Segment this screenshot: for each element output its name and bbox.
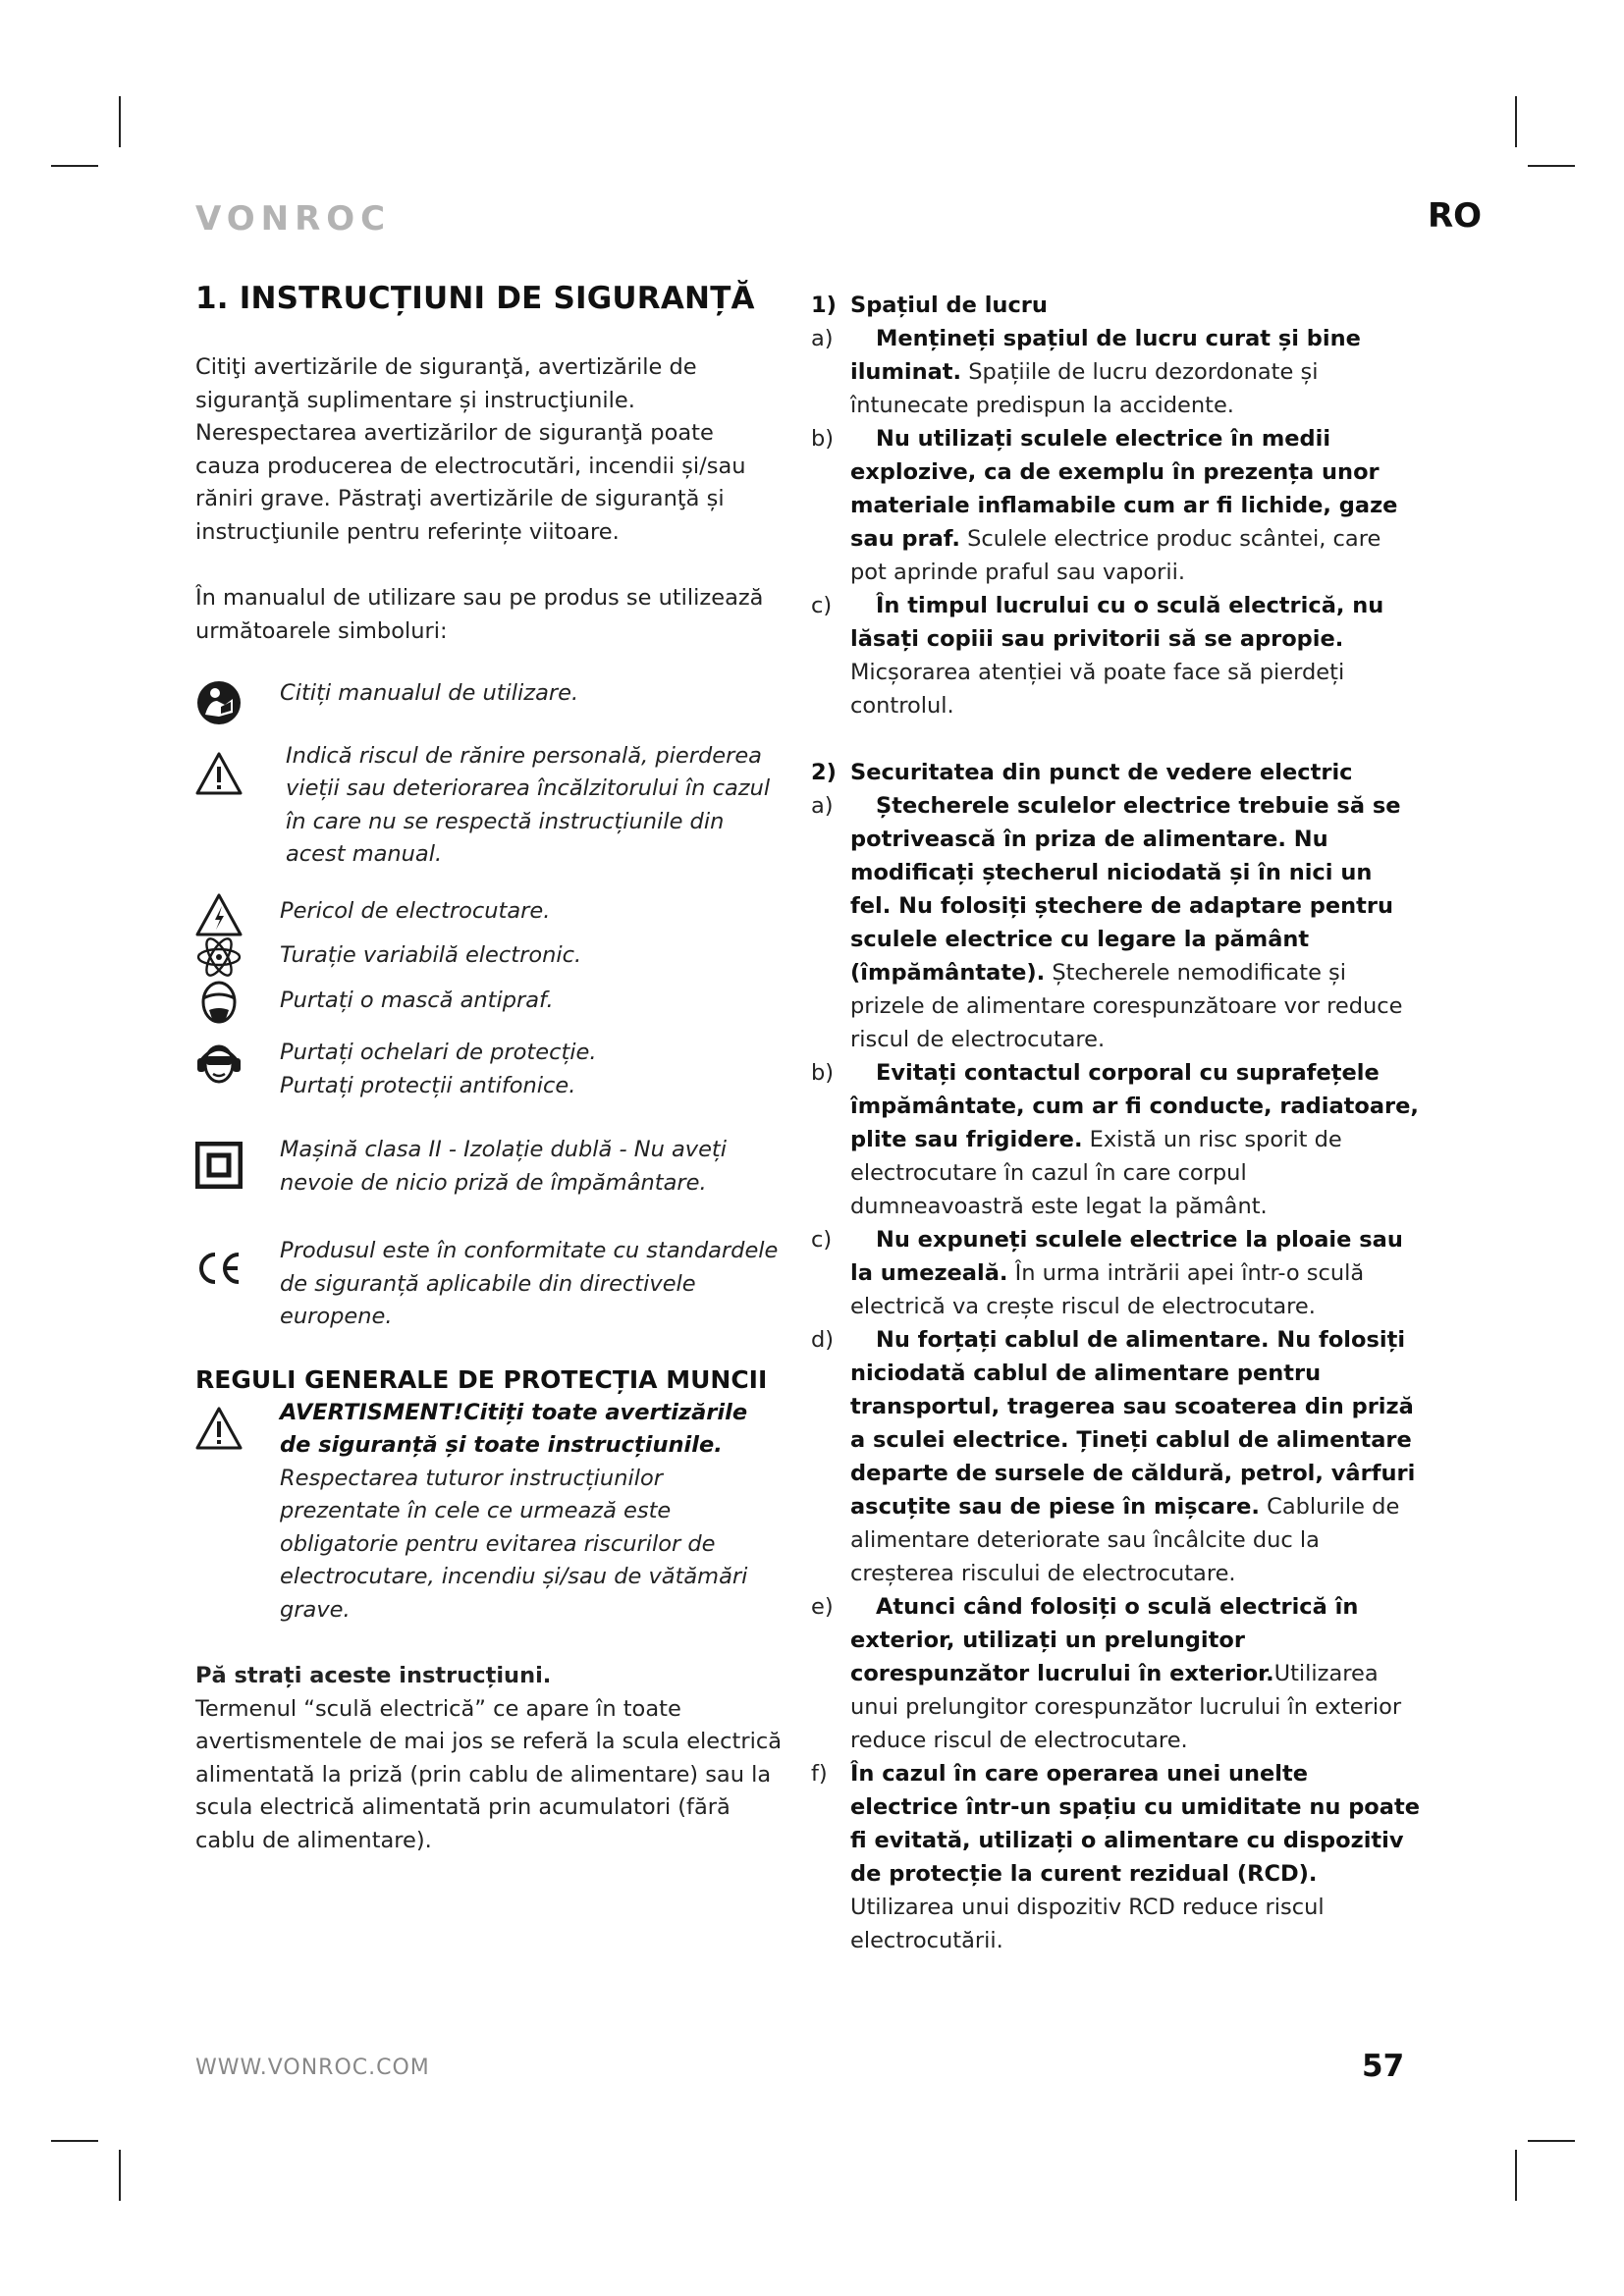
crop-mark — [1515, 96, 1517, 147]
item-marker: b) — [811, 1060, 835, 1086]
item-marker: d) — [811, 1327, 835, 1353]
symbol-text: Citiți manualul de utilizare. — [280, 680, 579, 706]
item-rest: În urma intrării apei într-o sculă electrică va crește riscul de electrocutare. — [850, 1260, 1365, 1319]
symbol-text: Indică riscul de rănire personală, pierderea vieții sau deteriorarea încălzitorului în cazul în care nu se respectă instrucțiunile din acest manual. — [286, 742, 771, 867]
item-rest: Există un risc sporit de electrocutare în cazul în care corpul dumneavoastră este legat la pământ. — [850, 1127, 1342, 1219]
symbols-intro: În manualul de utilizare sau pe produs se utilizează următoarele simboluri: — [195, 585, 764, 644]
symbol-text: Purtați o mască antipraf. — [280, 987, 554, 1013]
intro-paragraph: Citiţi avertizările de siguranţă, avertizările de siguranţă suplimentare și instrucţiunile. Nerespectarea avertizărilor de siguranţă poate cauza producerea de electrocutări, incendii și/sau răniri grave. Păstraţi avertizările de siguranţă și instrucţiunile pentru referințe viitoare. — [195, 354, 746, 545]
heading-text: Spațiul de lucru — [850, 293, 1048, 318]
brand-logo: VONROC — [195, 199, 392, 239]
keep-instructions-title: Pă strați aceste instrucțiuni. — [195, 1663, 552, 1688]
warning-rest: Respectarea tuturor instrucțiunilor prezentate în cele ce urmează este obligatorie pentru evitarea riscurilor de electrocutare, incendiu și/sau de vătămări grave. — [280, 1465, 748, 1623]
item-marker: e) — [811, 1594, 834, 1620]
symbol-variable-speed — [195, 939, 785, 973]
list-item — [811, 322, 1420, 422]
item-rest: Utilizarea unui prelungitor corespunzător lucrului în exterior reduce riscul de electrocutare. — [850, 1661, 1402, 1753]
footer-url: WWW.VONROC.COM — [195, 2056, 430, 2080]
item-bold: Nu forțați cablul de alimentare. Nu folosiți niciodată cablul de alimentare pentru transportul, tragerea sau scoaterea din priză a sculei electrice. Țineți cablul de alimentare departe de sursele de căldură, petrol, vârfuri ascuțite sau de piese în mișcare. — [850, 1327, 1416, 1520]
crop-mark — [51, 2140, 98, 2142]
item-marker: c) — [811, 593, 833, 618]
item-bold: Nu expuneți sculele electrice la ploaie sau la umezeală. — [850, 1227, 1403, 1286]
crop-mark — [1528, 2140, 1575, 2142]
item-marker: f) — [811, 1761, 828, 1787]
crop-mark — [51, 165, 98, 167]
item-bold: În timpul lucrului cu o sculă electrică, nu lăsați copiii sau privitorii să se apropie. — [850, 593, 1384, 652]
symbol-ce-mark — [195, 1235, 785, 1334]
item-bold: În cazul în care operarea unei unelte electrice într-un spațiu cu umiditate nu poate fi evitată, utilizați o alimentare cu dispozitiv de protecție la curent rezidual (RCD). — [850, 1761, 1420, 1887]
page-number: 57 — [1362, 2049, 1405, 2084]
item-rest: Ștecherele nemodificate și prizele de alimentare corespunzătoare vor reduce riscul de electrocutare. — [850, 960, 1403, 1052]
list-item — [811, 1323, 1420, 1590]
work-area-heading — [811, 289, 1420, 322]
dust-mask-icon — [195, 981, 243, 1028]
right-column — [811, 289, 1420, 1957]
item-rest: Spațiile de lucru dezordonate și întunecate predispun la accidente. — [850, 359, 1319, 418]
ce-mark-icon — [195, 1245, 243, 1292]
item-bold: Mențineți spațiul de lucru curat și bine iluminat. — [850, 326, 1361, 385]
item-rest: Cablurile de alimentare deteriorate sau încâlcite duc la creșterea riscului de electrocutare. — [850, 1494, 1400, 1586]
warning-bold: AVERTISMENT!Citiți toate avertizările de siguranță și toate instrucțiunile. — [280, 1399, 748, 1458]
heading-text: Securitatea din punct de vedere electric — [850, 760, 1353, 785]
language-code: RO — [1428, 196, 1483, 236]
list-item — [811, 1757, 1420, 1957]
crop-mark — [1515, 2150, 1517, 2201]
symbol-read-manual — [195, 677, 785, 711]
list-item — [811, 789, 1420, 1056]
item-marker: a) — [811, 793, 834, 819]
crop-mark — [1528, 165, 1575, 167]
crop-mark — [119, 2150, 121, 2201]
item-bold: Evitați contactul corporal cu suprafețele împământate, cum ar fi conducte, radiatoare, plite sau frigidere. — [850, 1060, 1419, 1152]
item-rest: Utilizarea unui dispozitiv RCD reduce riscul electrocutării. — [850, 1895, 1325, 1953]
symbol-text: Purtați ochelari de protecție. — [280, 1040, 597, 1065]
electrical-safety-heading — [811, 756, 1420, 789]
electric-hazard-icon — [195, 891, 243, 938]
rules-title: REGULI GENERALE DE PROTECȚIA MUNCII — [195, 1364, 768, 1394]
general-warning — [195, 1397, 785, 1628]
symbol-warning — [195, 740, 785, 872]
list-item — [811, 422, 1420, 589]
warning-triangle-icon — [195, 1405, 243, 1452]
symbol-text: Produsul este în conformitate cu standardele de siguranță aplicabile din directivele europene. — [280, 1238, 779, 1329]
symbol-electric — [195, 895, 785, 929]
goggles-earmuffs-icon — [195, 1039, 243, 1086]
symbol-text: Mașină clasa II - Izolație dublă - Nu aveți nevoie de nicio priză de împământare. — [280, 1137, 728, 1196]
list-item — [811, 1590, 1420, 1757]
heading-number: 1) — [811, 293, 837, 318]
heading-number: 2) — [811, 760, 837, 785]
section-title: 1. INSTRUCȚIUNI DE SIGURANȚĂ — [195, 281, 755, 316]
crop-mark — [119, 96, 121, 147]
left-column — [195, 281, 785, 1857]
symbol-class-ii — [195, 1134, 785, 1200]
symbol-text: Turație variabilă electronic. — [280, 942, 582, 968]
warning-text — [280, 1397, 785, 1628]
item-marker: b) — [811, 426, 835, 452]
keep-instructions-text: Termenul “sculă electrică” ce apare în toate avertismentele de mai jos se referă la scula electrică alimentată la priză (prin cablu de alimentare) sau la scula electrică alimentată prin acumulatori (fără cablu de alimentare). — [195, 1695, 782, 1853]
atom-icon — [195, 934, 243, 981]
item-rest: Sculele electrice produc scântei, care pot aprinde praful sau vaporii. — [850, 526, 1381, 585]
symbol-text: Purtați protecții antifonice. — [280, 1072, 576, 1098]
class-ii-icon — [195, 1142, 243, 1189]
warning-triangle-icon — [195, 750, 243, 797]
item-marker: c) — [811, 1227, 833, 1253]
symbol-dust-mask — [195, 985, 785, 1018]
item-bold: Atunci când folosiți o sculă electrică în exterior, utilizați un prelungitor corespunzător lucrului în exterior. — [850, 1594, 1359, 1686]
symbol-goggles-earmuffs — [195, 1037, 785, 1102]
list-item — [811, 589, 1420, 722]
item-bold: Nu utilizați sculele electrice în medii explozive, ca de exemplu în prezența unor materiale inflamabile cum ar fi lichide, gaze sau praf. — [850, 426, 1398, 552]
item-marker: a) — [811, 326, 834, 351]
item-bold: Ștecherele sculelor electrice trebuie să se potrivească în priza de alimentare. Nu modificați ștecherul niciodată și în nici un fel. Nu folosiți ștechere de adaptare pentru sculele electrice cu legare la pământ (împământate). — [850, 793, 1401, 986]
item-rest: Micșorarea atenției vă poate face să pierdeți controlul. — [850, 660, 1345, 719]
symbol-text: Pericol de electrocutare. — [280, 897, 551, 924]
list-item — [811, 1223, 1420, 1323]
read-manual-icon — [195, 679, 243, 726]
list-item — [811, 1056, 1420, 1223]
